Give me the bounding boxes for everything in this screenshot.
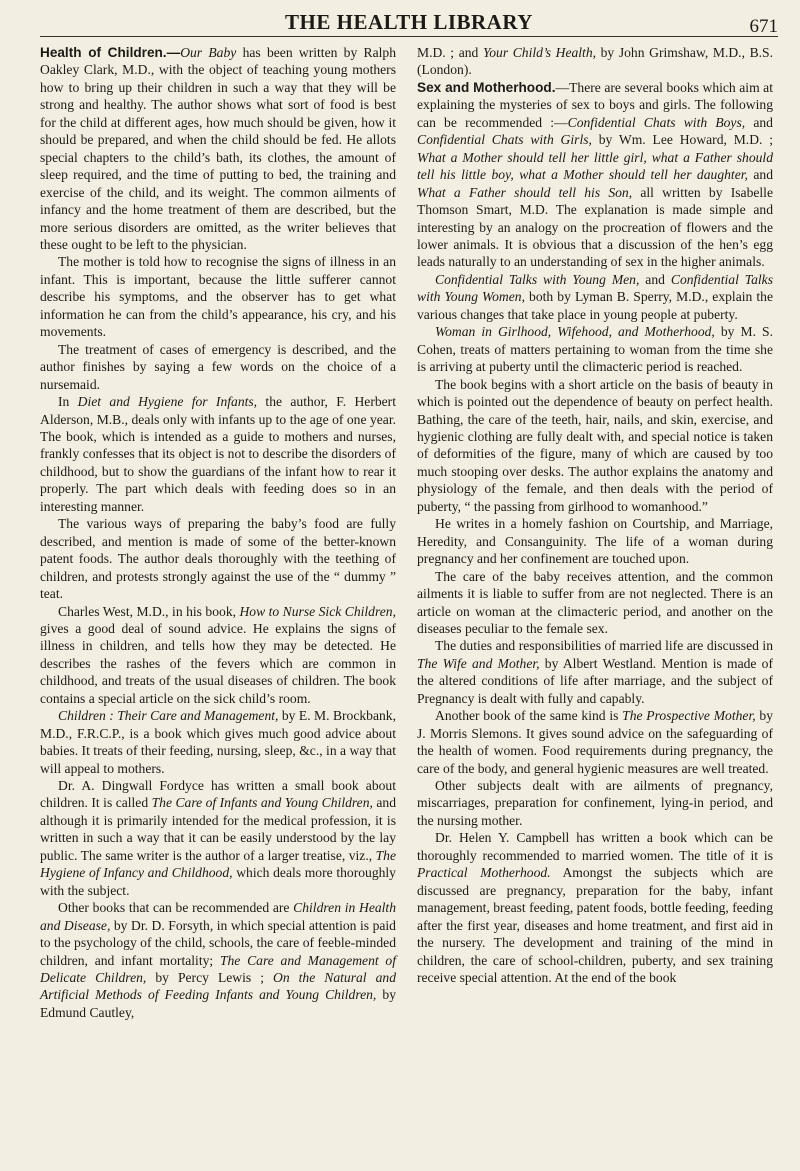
- book-title: Confidential Talks with Young Men,: [435, 271, 640, 287]
- body-text: Charles West, M.D., in his book,: [58, 603, 240, 619]
- paragraph: [40, 253, 396, 340]
- body-text: and: [745, 114, 773, 130]
- header-rule: [40, 36, 778, 37]
- book-title: What a Mother should tell her little girl, what a Father should tell his little boy, what a Mother should tell her daughter,: [417, 149, 773, 183]
- paragraph: [40, 44, 396, 253]
- paragraph: [417, 568, 773, 638]
- body-text: He writes in a homely fashion on Courtship, and Marriage, Heredity, and Consanguinity. The life of a woman during pregnancy and her confinement are touched upon.: [417, 516, 773, 567]
- book-title: Our Baby: [180, 45, 237, 60]
- body-text: The book begins with a short article on the basis of beauty in which is pointed out the dependence of beauty on perfect health. Bathing, the care of the teeth, hair, nails, and skin, exercise, and hygienic clothing are fully dealt with, and special notice is taken of deformities of the figure, many of which are caused by too much stooping over desks. The author explains the anatomy and physiology of the female, and then deals with the period of puberty, “ the passing from girlhood to womanhood.”: [417, 376, 773, 514]
- paragraph: [417, 323, 773, 375]
- body-text: —There are several books which aim at explaining the mysteries of sex to boys and girls. The following can be recommended :—: [417, 79, 773, 130]
- page-number: 671: [749, 16, 778, 37]
- paragraph: [417, 777, 773, 829]
- body-text: The mother is told how to recognise the signs of illness in an infant. This is important, because the little sufferer cannot describe his symptoms, and the observer has to get what information he can from the child’s appearance, his cry, and his movements.: [40, 254, 396, 340]
- paragraph: [417, 271, 773, 323]
- body-text: In: [58, 394, 78, 410]
- book-title: Confidential Chats with Boys,: [567, 114, 746, 130]
- body-text: and: [747, 167, 774, 183]
- body-text: The duties and responsibilities of married life are discussed in: [435, 638, 773, 654]
- body-text: by Edmund Cautley,: [40, 987, 396, 1020]
- body-text: Amongst the subjects which are discussed are pregnancy, preparation for the baby, infant management, breast feeding, patent foods, bottle feeding, feeding after the first year, diseases and home treatment, and first aid in the nursery. The development and training of the mind in children, the care of school-children, puberty, and sex training receive special attention. At the end of the book: [417, 865, 774, 986]
- body-text: by J. Morris Slemons. It gives sound advice on the safeguarding of the health of women. Food requirements during pregnancy, the care of the body, and general hygienic measures are well treated.: [417, 708, 773, 776]
- paragraph: [417, 637, 773, 707]
- book-title: The Wife and Mother,: [417, 655, 540, 671]
- body-text: all written by Isabelle Thomson Smart, M.D. The explanation is made simple and interesting by an analogy on the procreation of flowers and the lower animals. It is obvious that a discussion of the hen’s egg leads naturally to an understanding of sex in the higher animals.: [417, 184, 773, 270]
- book-title: The Prospective Mother,: [622, 708, 756, 724]
- paragraph: [40, 515, 396, 602]
- paragraph: [40, 899, 396, 1021]
- body-text: The various ways of preparing the baby’s food are fully described, and mention is made of some of the better-known patent foods. The author deals thoroughly with the teething of children, and protests strongly against the use of the “ dummy ” teat.: [40, 516, 396, 602]
- body-text: the author, F. Herbert Alderson, M.B., deals only with infants up to the age of one year. The book, which is intended as a guide to mothers and nurses, frankly confesses that its object is not to describe the disorders of childhood, but to show the guardians of the infant how to rear it properly. The part which deals with feeding does so in an interesting manner.: [40, 394, 396, 514]
- book-title: Diet and Hygiene for Infants,: [77, 394, 258, 410]
- body-text: by Dr. D. Forsyth, in which special attention is paid to the psychology of the child, schools, the care of feeble-minded children, and infant mortality;: [40, 917, 396, 968]
- book-title: Confidential Talks with Young Women,: [417, 271, 773, 305]
- body-text: both by Lyman B. Sperry, M.D., explain the various changes that take place in young people at puberty.: [417, 289, 773, 322]
- book-title: Your Child’s Health,: [482, 45, 597, 60]
- paragraph: [40, 777, 396, 899]
- body-text: which deals more thoroughly with the subject.: [40, 865, 396, 898]
- book-title: On the Natural and Artificial Methods of Feeding Infants and Young Children,: [40, 970, 396, 1003]
- paragraph: [417, 79, 773, 271]
- book-title: Woman in Girlhood, Wifehood, and Motherhood,: [435, 324, 715, 340]
- body-text: gives a good deal of sound advice. He explains the signs of illness in children, and tells how they may be detected. He describes the rashes of the fevers which are common in childhood, and treats of the usual diseases of children. The book contains a special article on the sick child’s room.: [40, 620, 396, 706]
- running-head: [40, 10, 778, 36]
- page-title: THE HEALTH LIBRARY: [285, 10, 533, 34]
- body-text: The treatment of cases of emergency is described, and the author finishes by saying a few words on the choice of a nursemaid.: [40, 341, 396, 392]
- body-text: has been written by Ralph Oakley Clark, M.D., with the object of teaching young mothers how to bring up their children in such a way that they will be strong and healthy. The author shows what sort of food is best for the child at different ages, how much should be given, how it should be prepared, and when the child should be fed. He allots special chapters to the child’s bath, its clothes, the amount of sleep required, and the time of putting to bed, the training and exercise of the child, and its weight. The common ailments of infancy and the home treatment of them are described, but the more serious disorders are omitted, as the writer believes that these ought to be left to the physician.: [40, 45, 397, 252]
- paragraph: [40, 707, 396, 777]
- paragraph: [40, 393, 396, 515]
- book-title: How to Nurse Sick Children,: [239, 603, 396, 619]
- book-title: Children : Their Care and Management,: [58, 708, 279, 724]
- left-column: [40, 44, 396, 1021]
- book-title: What a Father should tell his Son,: [417, 184, 633, 200]
- body-text: by Albert Westland. Mention is made of the altered conditions of life after marriage, and the subject of Pregnancy is dealt with fully and capably.: [417, 655, 774, 706]
- paragraph: [40, 341, 396, 393]
- right-column: [417, 44, 773, 986]
- section-heading: Sex and Motherhood.: [417, 79, 556, 95]
- book-title: Children in Health and Disease,: [40, 900, 397, 933]
- body-text: by E. M. Brockbank, M.D., F.R.C.P., is a book which gives much good advice about babies. It treats of their feeding, nursing, sleep, &c., in a way that will appeal to mothers.: [40, 708, 397, 776]
- paragraph: [417, 44, 773, 79]
- paragraph: [40, 603, 396, 708]
- paragraph: [417, 829, 773, 986]
- body-text: The care of the baby receives attention, and the common ailments it is liable to suffer from are not neglected. There is an article on woman at the climacteric period, and another on the diseases peculiar to the female sex.: [417, 568, 773, 636]
- paragraph: [417, 707, 773, 777]
- body-text: by Percy Lewis ;: [146, 970, 273, 986]
- body-text: Other subjects dealt with are ailments of pregnancy, miscarriages, preparation for confinement, lying-in period, and the nursing mother.: [417, 778, 773, 828]
- body-text: M.D. ; and: [417, 45, 483, 60]
- body-text: Other books that can be recommended are: [58, 900, 294, 916]
- body-text: by Wm. Lee Howard, M.D. ;: [591, 132, 773, 148]
- body-text: by John Grimshaw, M.D., B.S. (London).: [417, 45, 774, 78]
- book-title: The Care of Infants and Young Children,: [151, 795, 373, 811]
- body-text: by M. S. Cohen, treats of matters pertaining to woman from the time she is arriving at puberty until the climacteric period is reached.: [417, 324, 774, 375]
- book-title: The Hygiene of Infancy and Childhood,: [40, 847, 396, 881]
- paragraph: [417, 515, 773, 567]
- section-heading: Health of Children.—: [40, 45, 181, 60]
- book-title: The Care and Management of Delicate Children,: [40, 952, 396, 986]
- book-title: Practical Motherhood.: [417, 865, 551, 881]
- body-text: and although it is primarily intended for the medical profession, it is written in such a way that it can be easily understood by the lay public. The same writer is the author of a larger treatise, viz.,: [40, 795, 396, 863]
- paragraph: [417, 376, 773, 516]
- body-text: Another book of the same kind is: [435, 708, 623, 724]
- body-text: Dr. Helen Y. Campbell has written a book which can be thoroughly recommended to married women. The title of it is: [417, 830, 773, 863]
- body-text: and: [639, 271, 671, 287]
- body-text: Dr. A. Dingwall Fordyce has written a small book about children. It is called: [40, 778, 396, 811]
- book-title: Confidential Chats with Girls,: [417, 132, 592, 148]
